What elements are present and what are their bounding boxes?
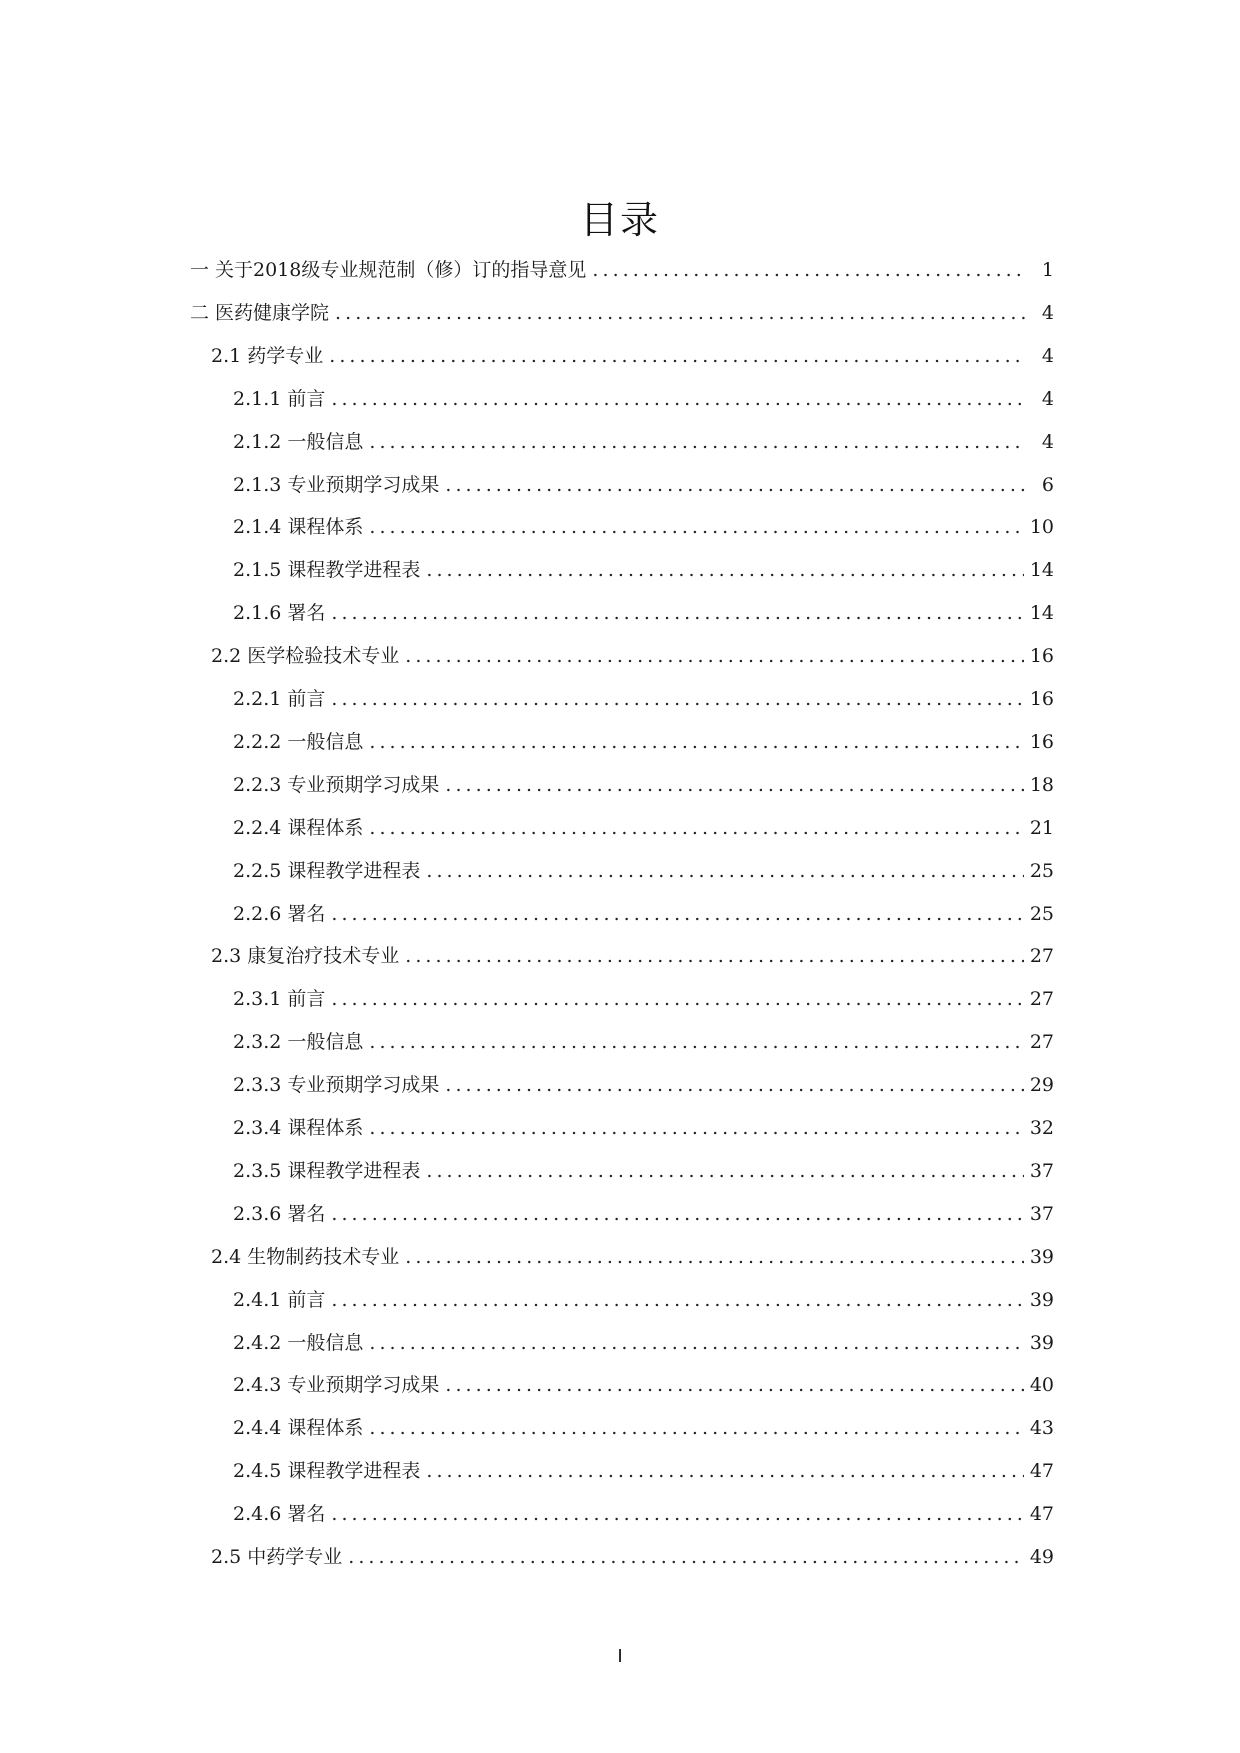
toc-entry-label: 2.2.4 课程体系	[233, 816, 364, 839]
toc-entry[interactable]	[233, 507, 1054, 539]
toc-entry-label: 2.2.3 专业预期学习成果	[233, 773, 440, 796]
page-number: I	[617, 1646, 623, 1667]
toc-entry[interactable]	[190, 250, 1054, 282]
toc-entry[interactable]	[211, 636, 1054, 668]
toc-entry-page: 29	[1029, 1074, 1054, 1097]
toc-entry[interactable]	[233, 1194, 1054, 1226]
toc-dot-leader	[331, 1202, 1023, 1226]
toc-entry-page: 27	[1029, 945, 1054, 968]
toc-dot-leader	[335, 301, 1026, 325]
toc-entry-label: 2.5 中药学专业	[211, 1546, 343, 1568]
toc-entry-label: 一 关于2018级专业规范制（修）订的指导意见	[190, 259, 587, 281]
toc-entry-page: 25	[1029, 902, 1054, 925]
toc-dot-leader	[369, 430, 1026, 454]
toc-entry[interactable]	[233, 765, 1054, 797]
toc-dot-leader	[369, 1030, 1023, 1054]
toc-entry-page: 10	[1029, 516, 1054, 539]
toc-entry-label: 2.4.4 课程体系	[233, 1417, 364, 1440]
toc-dot-leader	[331, 1288, 1023, 1312]
toc-entry[interactable]	[211, 336, 1054, 368]
toc-entry-page: 49	[1029, 1546, 1054, 1568]
toc-dot-leader	[445, 1073, 1023, 1097]
toc-entry[interactable]	[233, 1065, 1054, 1097]
toc-entry[interactable]	[233, 979, 1054, 1011]
toc-entry-label: 2.1.3 专业预期学习成果	[233, 473, 440, 496]
toc-entry-page: 14	[1029, 602, 1054, 625]
toc-entry-label: 2.1.6 署名	[233, 602, 326, 625]
toc-entry[interactable]	[233, 550, 1054, 582]
toc-entry-page: 47	[1029, 1503, 1054, 1526]
toc-entry[interactable]	[233, 1151, 1054, 1183]
toc-entry[interactable]	[233, 1280, 1054, 1312]
toc-entry-page: 25	[1029, 859, 1054, 882]
toc-entry-page: 6	[1041, 473, 1054, 496]
toc-entry-label: 2.2.2 一般信息	[233, 730, 364, 753]
toc-dot-leader	[592, 258, 1026, 282]
toc-entry[interactable]	[233, 1108, 1054, 1140]
toc-entry-page: 4	[1041, 301, 1054, 324]
toc-entry-page: 27	[1029, 988, 1054, 1011]
toc-dot-leader	[426, 1459, 1023, 1483]
toc-dot-leader	[331, 987, 1023, 1011]
toc-entry-page: 47	[1029, 1460, 1054, 1483]
toc-entry[interactable]	[233, 894, 1054, 926]
toc-entry[interactable]	[233, 679, 1054, 711]
toc-entry-page: 40	[1029, 1374, 1054, 1397]
toc-entry-label: 2.1.4 课程体系	[233, 516, 364, 539]
toc-entry[interactable]	[233, 593, 1054, 625]
toc-entry-page: 21	[1029, 816, 1054, 839]
toc-entry-label: 2.2.5 课程教学进程表	[233, 859, 421, 882]
toc-dot-leader	[369, 1416, 1023, 1440]
toc-entry[interactable]	[211, 936, 1054, 968]
toc-entry-page: 16	[1029, 688, 1054, 710]
toc-entry-label: 2.4.6 署名	[233, 1503, 326, 1526]
toc-entry-label: 2.4.3 专业预期学习成果	[233, 1374, 440, 1397]
toc-entry[interactable]	[233, 1022, 1054, 1054]
toc-entry-page: 37	[1029, 1202, 1054, 1225]
toc-dot-leader	[369, 1116, 1023, 1140]
toc-dot-leader	[426, 1159, 1023, 1183]
toc-dot-leader	[445, 1373, 1023, 1397]
toc-entry-label: 2.1.2 一般信息	[233, 430, 364, 453]
toc-dot-leader	[331, 687, 1023, 711]
toc-entry-label: 2.3 康复治疗技术专业	[211, 945, 400, 968]
toc-dot-leader	[445, 473, 1026, 497]
toc-entry-page: 39	[1029, 1245, 1054, 1268]
toc-entry-label: 2.1 药学专业	[211, 344, 324, 367]
toc-dot-leader	[369, 1331, 1023, 1355]
toc-entry[interactable]	[233, 722, 1054, 754]
toc-entry-page: 14	[1029, 559, 1054, 582]
toc-dot-leader	[405, 644, 1024, 668]
toc-entry-page: 27	[1029, 1031, 1054, 1054]
toc-entry-label: 二 医药健康学院	[190, 301, 330, 324]
toc-entry[interactable]	[233, 1451, 1054, 1483]
toc-entry[interactable]	[233, 379, 1054, 411]
toc-dot-leader	[426, 859, 1023, 883]
toc-entry-page: 37	[1029, 1159, 1054, 1182]
toc-entry-page: 39	[1029, 1331, 1054, 1354]
toc-entry[interactable]	[233, 465, 1054, 497]
toc-entry-label: 2.3.1 前言	[233, 988, 326, 1011]
toc-entry[interactable]	[233, 422, 1054, 454]
toc-entry-label: 2.4.5 课程教学进程表	[233, 1460, 421, 1483]
toc-dot-leader	[369, 515, 1023, 539]
toc-entry-label: 2.3.5 课程教学进程表	[233, 1159, 421, 1182]
toc-entry-page: 4	[1041, 387, 1054, 410]
toc-entry-page: 16	[1029, 730, 1054, 753]
toc-entry[interactable]	[211, 1237, 1054, 1269]
toc-entry[interactable]	[233, 808, 1054, 840]
toc-entry-label: 2.3.4 课程体系	[233, 1117, 364, 1139]
toc-entry-page: 1	[1041, 259, 1054, 281]
toc-entry-page: 32	[1029, 1117, 1054, 1139]
toc-entry-label: 2.4.1 前言	[233, 1288, 326, 1311]
toc-entry-page: 4	[1041, 344, 1054, 367]
toc-entry-page: 4	[1041, 430, 1054, 453]
toc-entry-page: 39	[1029, 1288, 1054, 1311]
toc-dot-leader	[405, 1245, 1024, 1269]
toc-entry-label: 2.3.6 署名	[233, 1202, 326, 1225]
toc-title: 目录	[579, 198, 660, 242]
toc-dot-leader	[426, 558, 1023, 582]
toc-entry[interactable]	[211, 1537, 1054, 1569]
toc-entry[interactable]	[233, 1323, 1054, 1355]
toc-entry-page: 43	[1029, 1417, 1054, 1440]
toc-entry[interactable]	[233, 851, 1054, 883]
toc-dot-leader	[329, 344, 1026, 368]
toc-entry-label: 2.1.1 前言	[233, 387, 326, 410]
toc-dot-leader	[369, 816, 1023, 840]
toc-entry-page: 18	[1029, 773, 1054, 796]
toc-entry[interactable]	[233, 1365, 1054, 1397]
toc-dot-leader	[331, 387, 1026, 411]
toc-dot-leader	[405, 944, 1024, 968]
toc-entry-label: 2.2 医学检验技术专业	[211, 645, 400, 668]
toc-dot-leader	[331, 902, 1023, 926]
toc-entry-label: 2.1.5 课程教学进程表	[233, 559, 421, 582]
toc-entry-page: 16	[1029, 645, 1054, 668]
toc-entry[interactable]	[233, 1494, 1054, 1526]
toc-dot-leader	[369, 730, 1023, 754]
toc-entry-label: 2.3.2 一般信息	[233, 1031, 364, 1054]
toc-entry-label: 2.4.2 一般信息	[233, 1331, 364, 1354]
toc-dot-leader	[445, 773, 1023, 797]
toc-dot-leader	[331, 1502, 1023, 1526]
toc-entry-label: 2.2.1 前言	[233, 688, 326, 710]
toc-dot-leader	[331, 601, 1023, 625]
toc-entry[interactable]	[233, 1408, 1054, 1440]
toc-entry-label: 2.3.3 专业预期学习成果	[233, 1074, 440, 1097]
toc-entry-label: 2.2.6 署名	[233, 902, 326, 925]
toc-entry-label: 2.4 生物制药技术专业	[211, 1245, 400, 1268]
toc-dot-leader	[348, 1545, 1024, 1569]
toc-entry[interactable]	[190, 293, 1054, 325]
